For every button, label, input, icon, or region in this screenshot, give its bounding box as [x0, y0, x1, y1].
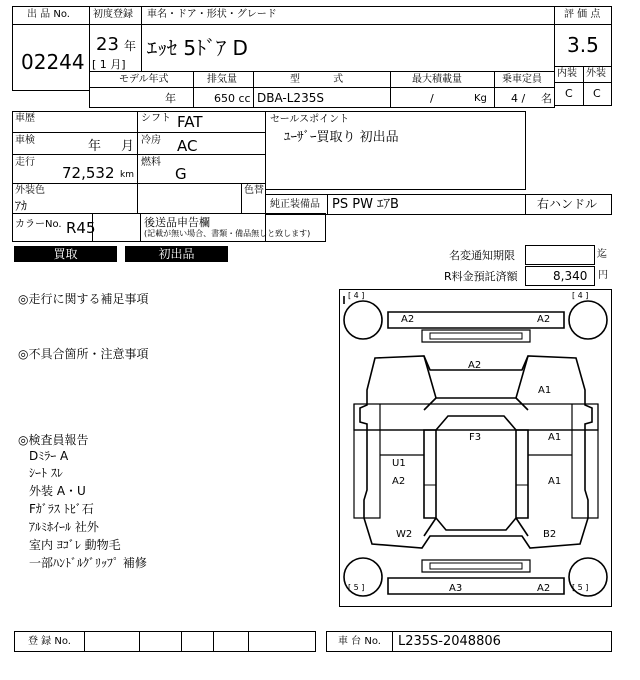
ac-value: AC	[177, 137, 198, 155]
interior-grade: C	[565, 87, 573, 100]
shift-label: シフト	[141, 113, 171, 124]
type-value: DBA-L235S	[257, 91, 324, 105]
recycle-unit: 円	[598, 270, 608, 281]
damage-mark: F3	[469, 432, 482, 443]
equipment-value: PS PW ｴｱB	[332, 197, 399, 212]
chassis-no-label: 車 台 No.	[338, 636, 381, 647]
capacity-label: 乗車定員	[502, 74, 542, 85]
chassis-no-value: L235S-2048806	[398, 634, 501, 649]
body-outline	[360, 356, 592, 548]
inspector-item: Dﾐﾗｰ A	[29, 449, 69, 463]
displacement-label: 排気量	[207, 74, 237, 85]
shift-value: FAT	[177, 113, 203, 131]
damage-mark: A2	[537, 314, 551, 325]
tire-tr	[569, 301, 607, 339]
inspection-label: 車検	[15, 135, 35, 146]
lot-number: 02244	[21, 50, 85, 74]
defects-title: ◎不具合箇所・注意事項	[18, 347, 149, 361]
post-doc-label: 後送品申告欄	[144, 216, 210, 229]
sales-point-label: セールスポイント	[270, 114, 350, 125]
first-listing-badge: 初出品	[125, 246, 228, 262]
name-change-unit: 迄	[597, 249, 607, 260]
damage-mark: A2	[537, 583, 551, 594]
max-load-label: 最大積載量	[412, 74, 462, 85]
sales-point-value: ﾕｰｻﾞｰ買取り 初出品	[284, 130, 399, 145]
recycle-label: R料金預託済額	[444, 270, 518, 283]
model-year-label: モデル年式	[119, 74, 169, 85]
inspection-year: 年	[88, 139, 102, 154]
fuel-label: 燃料	[141, 157, 161, 168]
handle-value: 右ハンドル	[537, 197, 598, 211]
color-no-value: R45	[66, 219, 96, 237]
car-diagram-svg	[340, 290, 611, 606]
name-change-box	[525, 245, 595, 265]
car-name-label: 車名・ドア・形状・グレード	[147, 9, 277, 20]
post-doc-note: (記載が無い場合、書類・備品無しと致します)	[144, 229, 311, 238]
inspector-title: ◎検査員報告	[18, 433, 89, 447]
lot-number-label: 出 品 No.	[27, 9, 70, 20]
mileage-unit: km	[120, 170, 134, 180]
recycle-value: 8,340	[553, 269, 588, 283]
registration-year: 23	[96, 34, 119, 55]
equipment-label: 純正装備品	[270, 199, 320, 210]
registration-no-label: 登 録 No.	[28, 636, 71, 647]
displacement-value: 650 cc	[214, 92, 251, 105]
exterior-color-value: ｱｶ	[15, 199, 28, 213]
exterior-grade: C	[593, 87, 601, 100]
score-label: 評 価 点	[564, 9, 601, 20]
first-registration-label: 初度登録	[93, 9, 133, 20]
inspector-item: 室内 ﾖｺﾞﾚ 動物毛	[29, 538, 121, 552]
inspector-item: ｼｰﾄ ｽﾚ	[29, 466, 63, 480]
damage-mark: U1	[392, 458, 406, 469]
tire-label-bl: [ 5 ]	[348, 583, 365, 592]
tire-label-tl: [ 4 ]	[348, 291, 365, 300]
inspector-item: ｱﾙﾐﾎｲｰﾙ 社外	[29, 520, 99, 534]
fuel-value: G	[175, 165, 187, 183]
inspector-item: 外装 A・U	[29, 484, 86, 498]
tire-tl	[344, 301, 382, 339]
damage-mark: A1	[538, 385, 552, 396]
history-label: 車歴	[15, 113, 35, 124]
exterior-label: 外装	[586, 68, 606, 79]
capacity-value: 4 /	[511, 92, 526, 105]
driving-notes-title: ◎走行に関する補足事項	[18, 292, 149, 306]
type-label: 型 式	[290, 74, 344, 85]
score-value: 3.5	[567, 33, 599, 57]
color-no-label: カラーNo.	[15, 219, 62, 230]
color-change-label: 色替	[244, 185, 264, 196]
interior-label: 内装	[557, 68, 577, 79]
damage-mark: W2	[396, 529, 413, 540]
damage-mark: A1	[548, 432, 562, 443]
max-load-unit: Kg	[474, 93, 487, 104]
damage-mark: A2	[392, 476, 406, 487]
damage-mark: A1	[548, 476, 562, 487]
car-name: ｴｯｾ 5ﾄﾞｱ D	[147, 36, 248, 60]
model-year-unit: 年	[165, 92, 176, 105]
year-unit: 年	[124, 39, 137, 53]
exterior-color-label: 外装色	[15, 185, 45, 196]
max-load-slash: /	[430, 92, 434, 105]
damage-mark: B2	[543, 529, 557, 540]
inspector-item: Fｶﾞﾗｽ ﾄﾋﾞ石	[29, 502, 94, 516]
tire-label-br: [ 5 ]	[572, 583, 589, 592]
inspector-item: 一部ﾊﾝﾄﾞﾙｸﾞﾘｯﾌﾟ 補修	[29, 556, 147, 570]
inspection-month: 月	[121, 139, 135, 154]
buyback-badge: 買取	[14, 246, 117, 262]
mileage-label: 走行	[15, 157, 35, 168]
name-change-label: 名変通知期限	[449, 249, 515, 262]
ac-label: 冷房	[141, 135, 161, 146]
mileage-value: 72,532	[62, 164, 115, 182]
damage-mark: A2	[401, 314, 415, 325]
tire-label-tr: [ 4 ]	[572, 291, 589, 300]
registration-month: [ 1 月]	[92, 58, 126, 71]
damage-mark: A3	[449, 583, 463, 594]
damage-mark: A2	[468, 360, 482, 371]
capacity-unit: 名	[541, 92, 552, 105]
damage-diagram	[339, 289, 612, 607]
